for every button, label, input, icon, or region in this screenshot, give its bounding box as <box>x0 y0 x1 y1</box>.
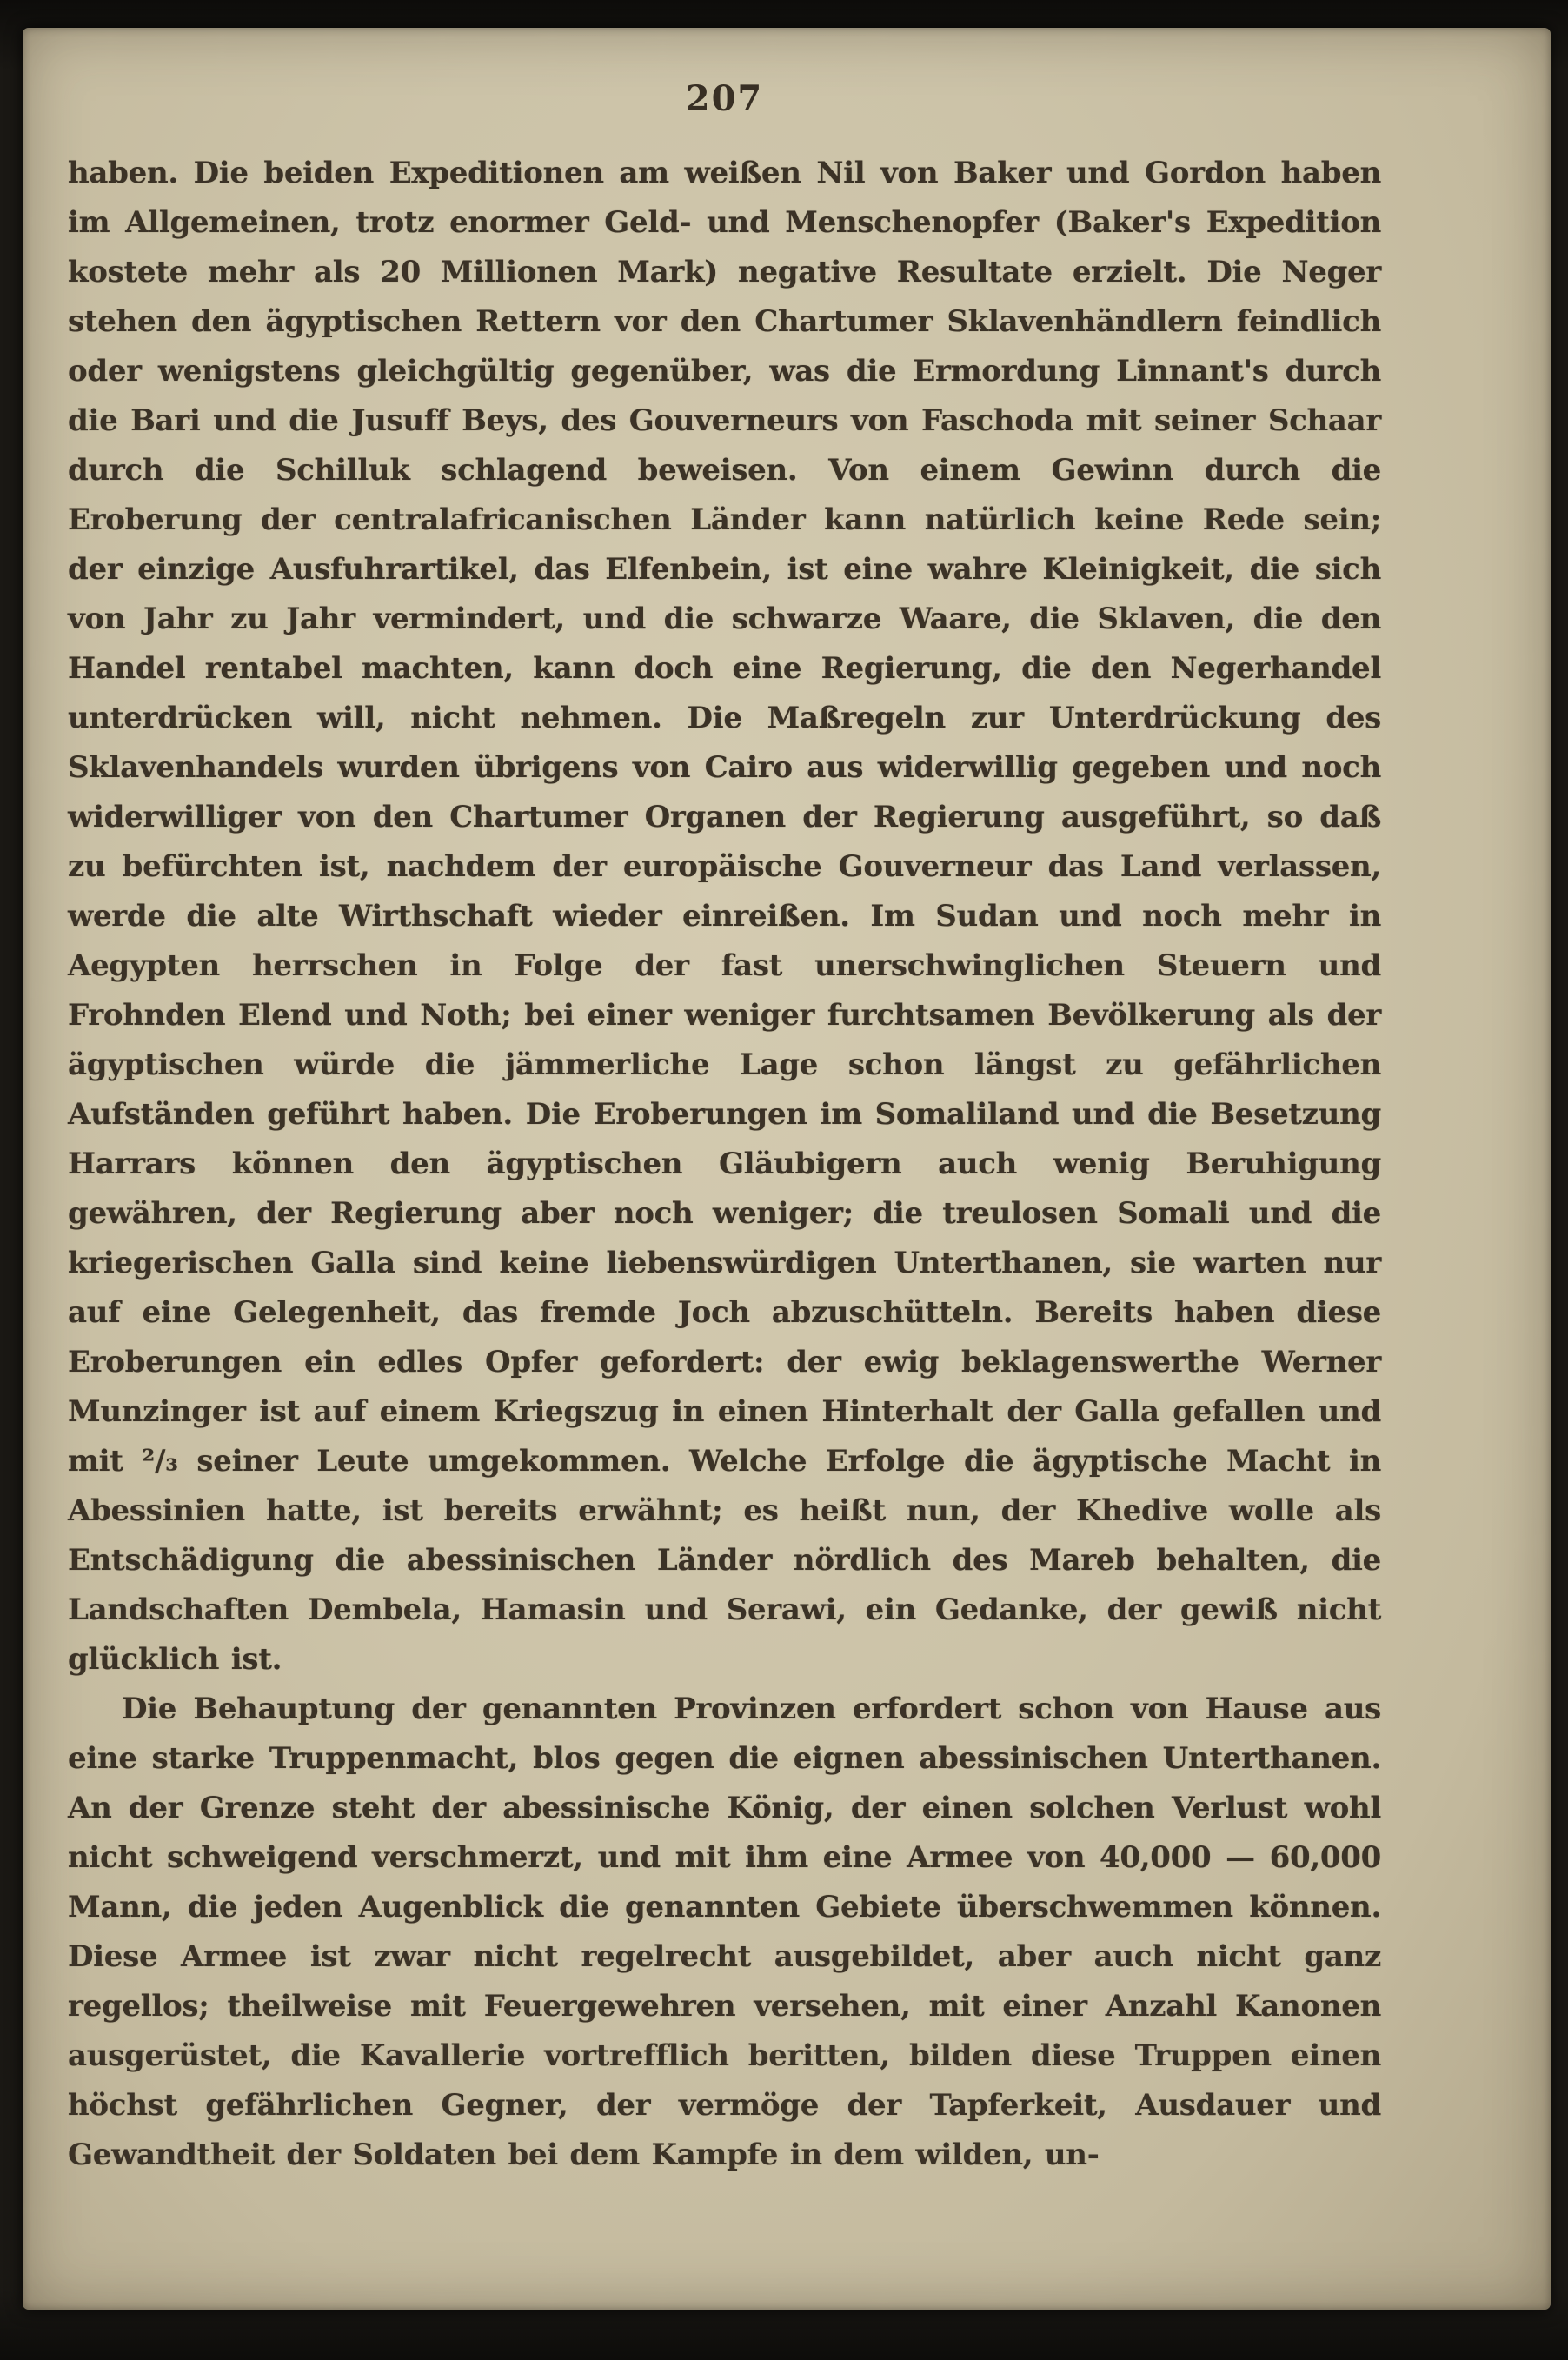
paragraph-continuation: haben. Die beiden Expeditionen am weißen Nil von Baker und Gordon haben im Allgemeinen, trotz enormer Geld- und Menschenopfer (Baker's Expedition kostete mehr als 20 Millionen Mark) negative Resultate erzielt. Die Neger stehen den ägyptischen Rettern vor den Chartumer Sklavenhändlern feindlich oder wenigstens gleichgültig gegenüber, was die Ermordung Linnant's durch die Bari und die Jusuff Beys, des Gouverneurs von Faschoda mit seiner Schaar durch die Schilluk schlagend beweisen. Von einem Gewinn durch die Eroberung der centralafricanischen Länder kann natürlich keine Rede sein; der einzige Ausfuhrartikel, das Elfenbein, ist eine wahre Kleinigkeit, die sich von Jahr zu Jahr vermindert, und die schwarze Waare, die Sklaven, die den Handel rentabel machten, kann doch eine Regierung, die den Negerhandel unterdrücken will, nicht nehmen. Die Maßregeln zur Unterdrückung des Sklavenhandels wurden übrigens von Cairo aus widerwillig gegeben und noch widerwilliger von den Chartumer Organen der Regierung ausgeführt, so daß zu befürchten ist, nachdem der europäische Gouverneur das Land verlassen, werde die alte Wirthschaft wieder einreißen. Im Sudan und noch mehr in Aegypten herrschen in Folge der fast unerschwinglichen Steuern und Frohnden Elend und Noth; bei einer weniger furchtsamen Bevölkerung als der ägyptischen würde die jämmerliche Lage schon längst zu gefährlichen Aufständen geführt haben. Die Eroberungen im Somaliland und die Besetzung Harrars können den ägyptischen Gläubigern auch wenig Beruhigung gewähren, der Regierung aber noch weniger; die treulosen Somali und die kriegerischen Galla sind keine liebenswürdigen Unterthanen, sie warten nur auf eine Gelegenheit, das fremde Joch abzuschütteln. Bereits haben diese Eroberungen ein edles Opfer gefordert: der ewig beklagenswerthe Werner Munzinger ist auf einem Kriegszug in einen Hinterhalt der Galla gefallen und mit ²/₃ seiner Leute umgekommen. Welche Erfolge die ägyptische Macht in Abessinien hatte, ist bereits erwähnt; es heißt nun, der Khedive wolle als Entschädigung die abessinischen Länder nördlich des Mareb behalten, die Landschaften Dembela, Hamasin und Serawi, ein Gedanke, der gewiß nicht glücklich ist. <box>68 156 1381 1677</box>
paragraph-behauptung: Die Behauptung der genannten Provinzen erfordert schon von Hause aus eine starke Truppenmacht, blos gegen die eignen abessinischen Unterthanen. An der Grenze steht der abessinische König, der einen solchen Verlust wohl nicht schweigend verschmerzt, und mit ihm eine Armee von 40,000 — 60,000 Mann, die jeden Augenblick die genannten Gebiete überschwemmen können. Diese Armee ist zwar nicht regelrecht ausgebildet, aber auch nicht ganz regellos; theilweise mit Feuergewehren versehen, mit einer Anzahl Kanonen ausgerüstet, die Kavallerie vortrefflich beritten, bilden diese Truppen einen höchst gefährlichen Gegner, der vermöge der Tapferkeit, Ausdauer und Gewandtheit der Soldaten bei dem Kampfe in dem wilden, un- <box>68 1692 1381 2172</box>
page-text <box>68 149 1381 2180</box>
page-number: 207 <box>685 78 764 119</box>
book-page <box>23 28 1551 2310</box>
